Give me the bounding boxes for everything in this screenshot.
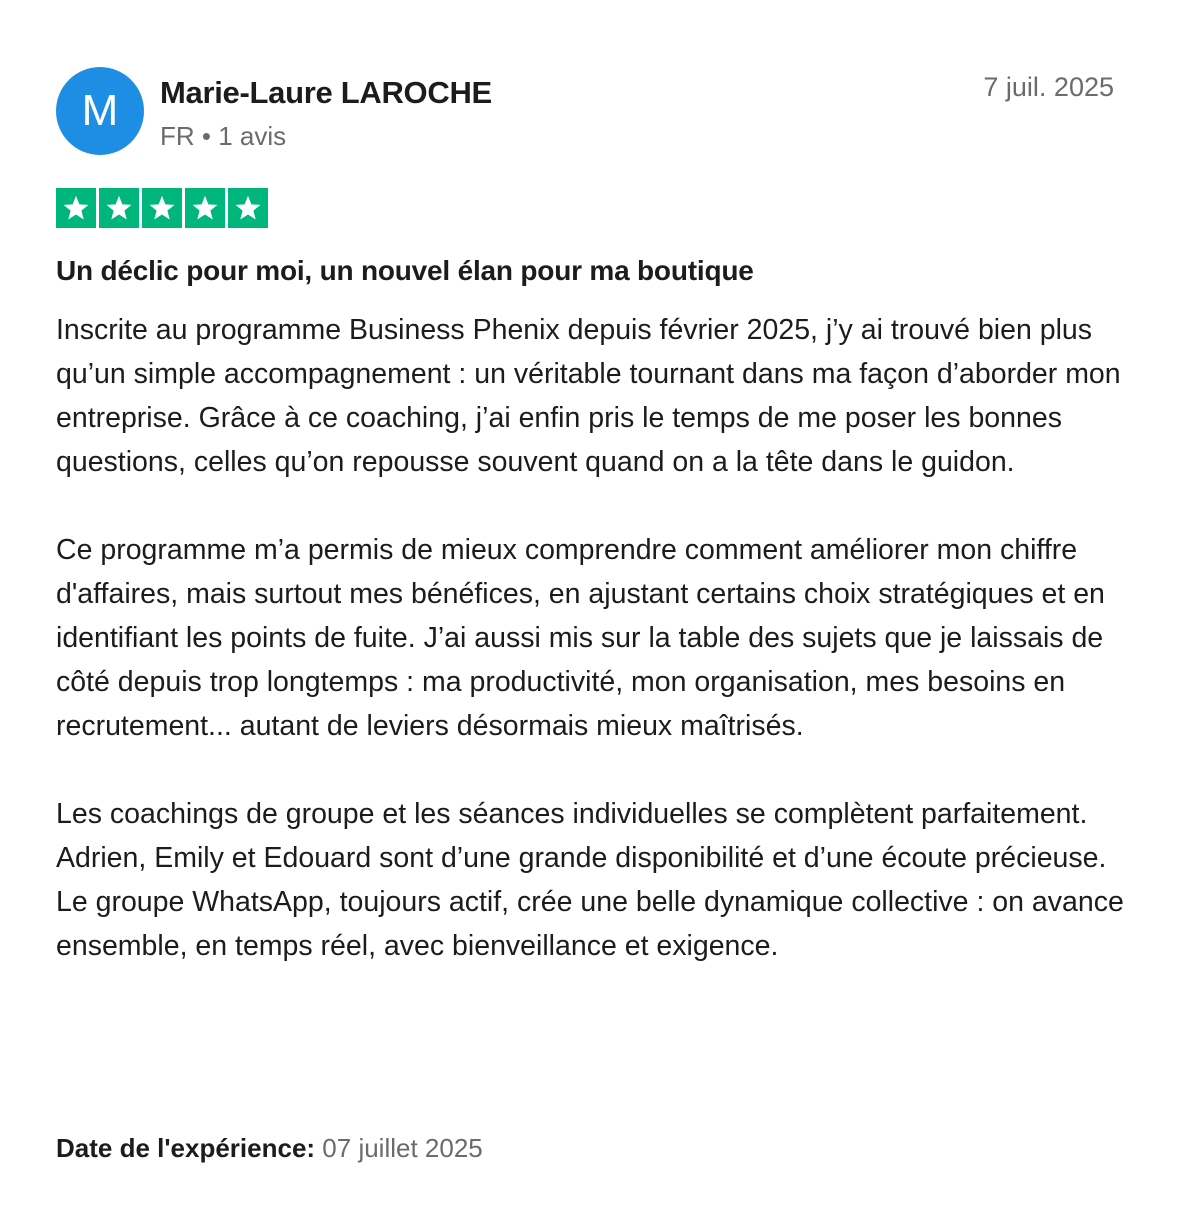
experience-date-label: Date de l'expérience:	[56, 1133, 323, 1163]
review-paragraph: Inscrite au programme Business Phenix depuis février 2025, j’y ai trouvé bien plus qu’un simple accompagnement : un véritable tournant dans ma façon d’aborder mon entreprise. Grâce à ce coaching, j’ai enfin pris le temps de me poser les bonnes questions, celles qu’on repousse souvent quand on a la tête dans le guidon.	[56, 314, 1121, 478]
review-header	[56, 67, 1114, 157]
review-title[interactable]: Un déclic pour moi, un nouvel élan pour ma boutique	[56, 255, 754, 286]
reviewer-name[interactable]: Marie-Laure LAROCHE	[160, 75, 492, 110]
star-icon	[228, 188, 268, 228]
star-icon	[185, 188, 225, 228]
review-date: 7 juil. 2025	[983, 72, 1114, 102]
review-paragraph: Les coachings de groupe et les séances individuelles se complètent parfaitement. Adrien, Emily et Edouard sont d’une grande disponibilité et d’une écoute précieuse. Le groupe WhatsApp, toujours actif, crée une belle dynamique collective : on avance ensemble, en temps réel, avec bienveillance et exigence.	[56, 798, 1124, 962]
experience-date	[56, 1133, 483, 1164]
star-icon	[142, 188, 182, 228]
review-body	[56, 308, 1136, 968]
reviewer-meta: FR • 1 avis	[160, 121, 287, 151]
avatar[interactable]: M	[56, 67, 144, 155]
star-icon	[99, 188, 139, 228]
star-icon	[56, 188, 96, 228]
star-rating	[56, 188, 268, 228]
review-paragraph: Ce programme m’a permis de mieux comprendre comment améliorer mon chiffre d'affaires, mais surtout mes bénéfices, en ajustant certains choix stratégiques et en identifiant les points de fuite. J’ai aussi mis sur la table des sujets que je laissais de côté depuis trop longtemps : ma productivité, mon organisation, mes besoins en recrutement... autant de leviers désormais mieux maîtrisés.	[56, 534, 1105, 742]
experience-date-value: 07 juillet 2025	[322, 1133, 483, 1163]
